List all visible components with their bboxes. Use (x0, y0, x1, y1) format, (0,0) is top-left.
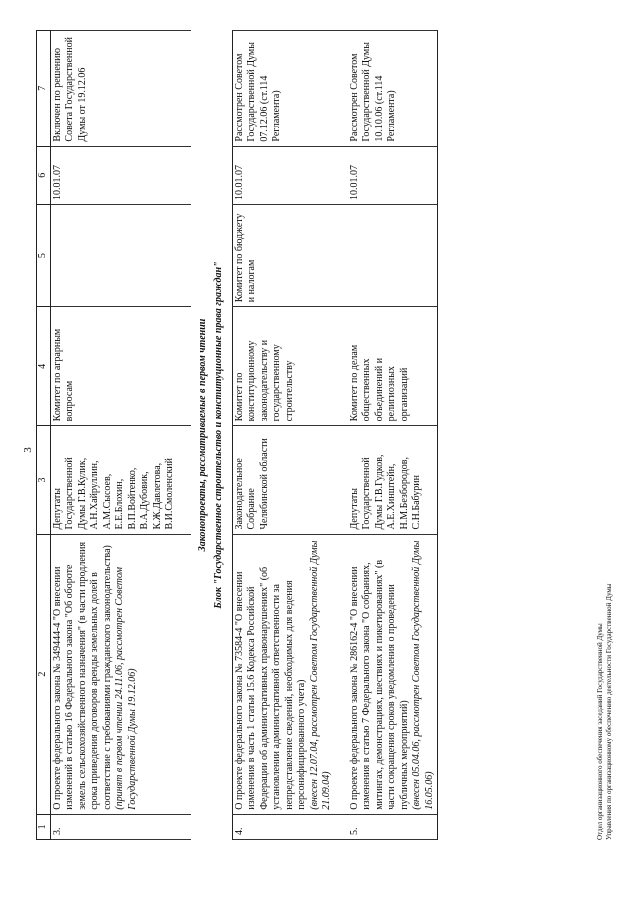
bill-note: (принят в первом чтении 24.11.06, рассмотрен Советом Государственной Думы 19.12.06) (114, 566, 138, 810)
item-number: 4. (232, 814, 348, 839)
bill-note: (внесен 05.04.06, рассмотрен Советом Государственной Думы 16.05.06) (411, 540, 435, 810)
bill-title: О проекте федерального закона № 286162-4 "О внесении изменения в статью 7 Федерального закона "О собраниях, митингах, демонстрациях, шествиях и пикетированиях" (в части сокращения сроков уведомления о проведении публичных мероприятий) (348, 559, 410, 810)
column-header: 6 (37, 146, 51, 204)
column-header: 7 (37, 31, 51, 147)
table-row (348, 31, 438, 840)
responsible-committee: Комитет по конституционному законодательству и государственному строительству (232, 307, 348, 426)
status-note: Рассмотрен Советом Государственной Думы 10.10.06 (ст.114 Регламента) (348, 31, 438, 147)
column-header: 3 (37, 426, 51, 534)
bill-description (50, 534, 191, 814)
item-number: 3. (50, 814, 191, 839)
table-row (232, 31, 348, 840)
co-committee: Комитет по бюджету и налогам (232, 205, 348, 307)
column-header: 1 (37, 814, 51, 839)
bill-authors: Депутаты Государственной Думы Г.В.Кулик, А.Н.Хайруллин, А.М.Сысоев, Е.Е.Блохин, В.П.Войтенко, В.А.Дубовик, К.Ж.Давлетова, В.И.Смоленский (50, 426, 191, 534)
section-heading: Законопроекты, рассматриваемые в первом чтении (196, 318, 208, 552)
status-note: Рассмотрен Советом Государственной Думы 07.12.06 (ст.114 Регламента) (232, 31, 348, 147)
footer-line: Управления по организационному обеспечению деятельности Государственной Думы (605, 583, 613, 840)
column-header: 4 (37, 307, 51, 426)
consideration-date: 10.01.07 (232, 146, 348, 204)
status-note: Включен по решению Совета Государственной Думы от 19.12.06 (50, 31, 191, 147)
agenda-table (36, 30, 438, 840)
item-number: 5. (348, 814, 438, 839)
footer (596, 584, 614, 840)
consideration-date: 10.01.07 (50, 146, 191, 204)
section-heading-row (191, 31, 212, 840)
consideration-date: 10.01.07 (348, 146, 438, 204)
responsible-committee: Комитет по делам общественных объединений и религиозных организаций (348, 307, 438, 426)
co-committee (348, 205, 438, 307)
footer-line: Отдел организационного обеспечения заседаний Государственной Думы (596, 623, 604, 840)
bill-description (348, 534, 438, 814)
table-row (50, 31, 191, 840)
bill-note: (внесен 12.07.04, рассмотрен Советом Государственной Думы 21.09.04) (308, 540, 332, 810)
responsible-committee: Комитет по аграрным вопросам (50, 307, 191, 426)
page-number: 3 (22, 447, 34, 453)
co-committee (50, 205, 191, 307)
bill-description (232, 534, 348, 814)
column-header: 5 (37, 205, 51, 307)
bill-authors: Законодательное Собрание Челябинской области (232, 426, 348, 534)
bill-title: О проекте федерального закона № 73584-4 "О внесении изменения в часть 1 статьи 15.6 Кодекса Российской Федерации об административных правонарушениях" (об установлении административной ответственности за непредставление сведений, необходимых для ведения персонифицированного учета) (233, 566, 307, 810)
column-number-row (37, 31, 51, 840)
block-heading-row (211, 31, 232, 840)
bill-title: О проекте федерального закона № 349444-4 "О внесении изменений в статью 16 Федерального закона "Об обороте земель сельскохозяйственного назначения" (в части продления срока приведения договоров аренды земельных долей в соответствие с требованиями гражданского законодательства) (51, 541, 113, 810)
bill-authors: Депутаты Государственной Думы Г.В.Гудков, А.Е.Хинштейн, Н.М.Безбородов, С.Н.Бабурин (348, 426, 438, 534)
block-heading: Блок "Государственное строительство и конституционные права граждан" (213, 261, 224, 609)
column-header: 2 (37, 534, 51, 814)
